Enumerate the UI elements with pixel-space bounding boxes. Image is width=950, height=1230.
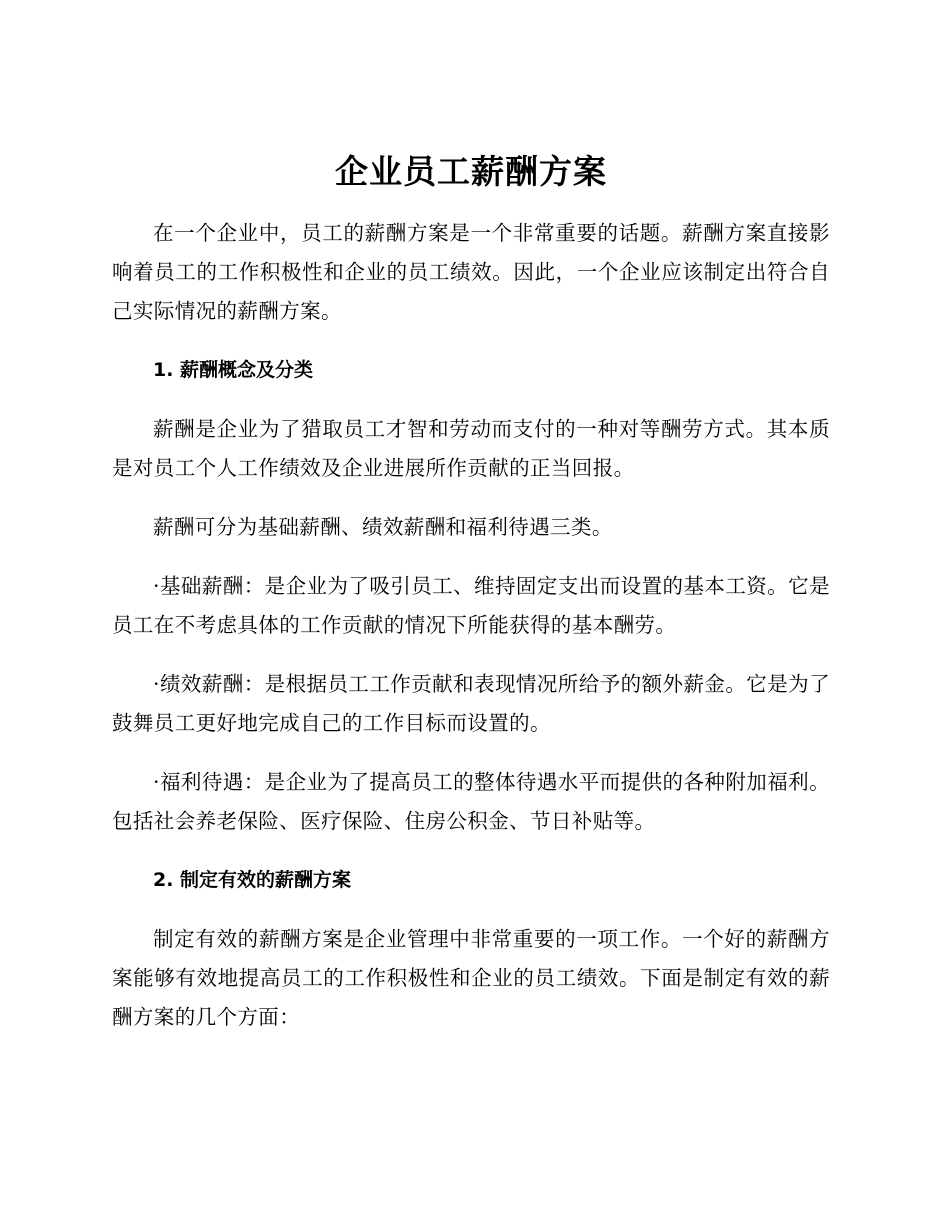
document-body bbox=[112, 146, 830, 1057]
bullet-marker: · bbox=[153, 770, 160, 794]
bullet-text: 福利待遇：是企业为了提高员工的整体待遇水平而提供的各种附加福利。包括社会养老保险、医疗保险、住房公积金、节日补贴等。 bbox=[112, 770, 830, 833]
intro-paragraph: 在一个企业中，员工的薪酬方案是一个非常重要的话题。薪酬方案直接影响着员工的工作积极性和企业的员工绩效。因此，一个企业应该制定出符合自己实际情况的薪酬方案。 bbox=[112, 221, 830, 323]
section-1-paragraph-1: 薪酬是企业为了猎取员工才智和劳动而支付的一种对等酬劳方式。其本质是对员工个人工作绩效及企业进展所作贡献的正当回报。 bbox=[112, 417, 830, 480]
bullet-marker: · bbox=[153, 672, 160, 696]
bullet-marker: · bbox=[153, 574, 160, 598]
bullet-item-basic-pay bbox=[112, 567, 830, 645]
bullet-item-benefits bbox=[112, 763, 830, 841]
bullet-item-performance-pay bbox=[112, 665, 830, 743]
document-title: 企业员工薪酬方案 bbox=[335, 152, 607, 191]
bullet-text: 基础薪酬：是企业为了吸引员工、维持固定支出而设置的基本工资。它是员工在不考虑具体的工作贡献的情况下所能获得的基本酬劳。 bbox=[112, 574, 830, 637]
section-2-paragraph-1: 制定有效的薪酬方案是企业管理中非常重要的一项工作。一个好的薪酬方案能够有效地提高员工的工作积极性和企业的员工绩效。下面是制定有效的薪酬方案的几个方面： bbox=[112, 927, 830, 1029]
section-2-heading: 2. 制定有效的薪酬方案 bbox=[153, 869, 352, 891]
bullet-text: 绩效薪酬：是根据员工工作贡献和表现情况所给予的额外薪金。它是为了鼓舞员工更好地完成自己的工作目标而设置的。 bbox=[112, 672, 830, 735]
section-1-heading: 1. 薪酬概念及分类 bbox=[153, 359, 314, 381]
section-1-paragraph-2: 薪酬可分为基础薪酬、绩效薪酬和福利待遇三类。 bbox=[153, 515, 613, 539]
